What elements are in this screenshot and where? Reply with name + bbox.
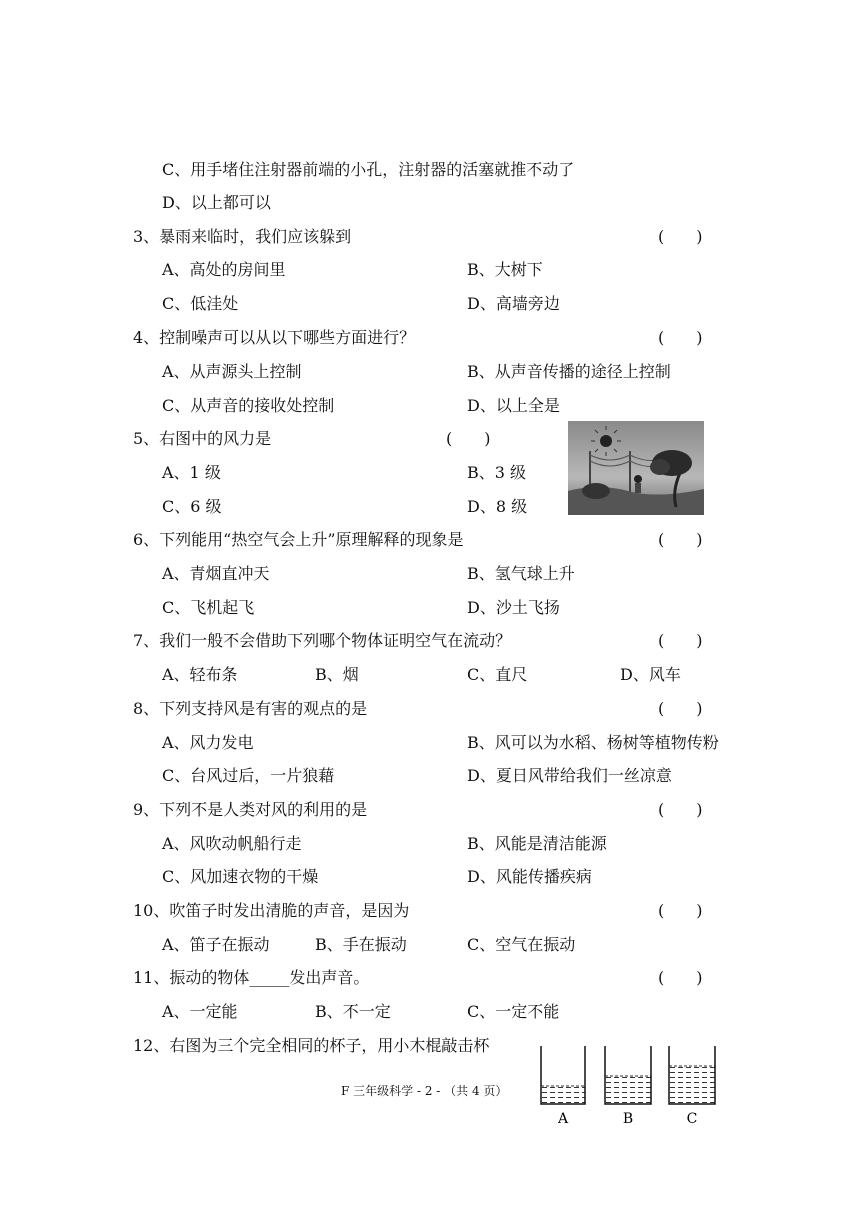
cup-b <box>605 1046 651 1104</box>
question-stem: 11、振动的物体_____发出声音。 <box>133 968 370 987</box>
cup-c <box>669 1046 715 1104</box>
question-stem: 5、右图中的风力是 <box>133 429 272 448</box>
cup-label-a: A <box>557 1111 569 1127</box>
option: D、夏日风带给我们一丝凉意 <box>467 766 672 785</box>
option: A、风力发电 <box>162 733 254 752</box>
question-stem: 8、下列支持风是有害的观点的是 <box>133 699 368 718</box>
option: D、高墙旁边 <box>467 294 560 313</box>
wind-scene-photo <box>568 421 704 515</box>
option: D、风车 <box>620 665 681 684</box>
answer-blank[interactable]: ( ) <box>658 901 703 920</box>
option: C、从声音的接收处控制 <box>162 396 335 415</box>
option: C、飞机起飞 <box>162 598 255 617</box>
option: C、低洼处 <box>162 294 239 313</box>
option: A、1 级 <box>162 463 221 482</box>
question-stem: 3、暴雨来临时，我们应该躲到 <box>133 227 352 246</box>
question-stem: 7、我们一般不会借助下列哪个物体证明空气在流动？ <box>133 631 512 650</box>
question-stem: 10、吹笛子时发出清脆的声音，是因为 <box>133 901 410 920</box>
question-stem: 4、控制噪声可以从以下哪些方面进行？ <box>133 328 416 347</box>
text-line: C、用手堵住注射器前端的小孔，注射器的活塞就推不动了 <box>162 160 575 179</box>
option: B、风可以为水稻、杨树等植物传粉 <box>467 733 719 752</box>
cup-label-c: C <box>686 1111 698 1127</box>
option: D、沙土飞扬 <box>467 598 560 617</box>
option: D、8 级 <box>467 497 528 516</box>
option: A、从声源头上控制 <box>162 362 302 381</box>
option: B、3 级 <box>467 463 527 482</box>
answer-blank[interactable]: ( ) <box>658 631 703 650</box>
option: A、风吹动帆船行走 <box>162 834 302 853</box>
answer-blank[interactable]: ( ) <box>658 530 703 549</box>
answer-blank[interactable]: ( ) <box>658 800 703 819</box>
option: C、风加速衣物的干燥 <box>162 867 319 886</box>
question-stem: 6、下列能用“热空气会上升”原理解释的现象是 <box>133 530 464 549</box>
answer-blank[interactable]: ( ) <box>658 328 703 347</box>
option: B、手在振动 <box>315 935 407 954</box>
option: B、风能是清洁能源 <box>467 834 607 853</box>
option: A、轻布条 <box>162 665 238 684</box>
option: D、以上全是 <box>467 396 560 415</box>
cup-a <box>541 1046 585 1104</box>
answer-blank[interactable]: ( ) <box>446 429 491 448</box>
option: A、高处的房间里 <box>162 260 286 279</box>
cup-label-b: B <box>622 1111 634 1127</box>
page-footer: F 三年级科学 - 2 - （共 4 页） <box>341 1084 508 1098</box>
option: B、不一定 <box>315 1002 391 1021</box>
question-stem: 9、下列不是人类对风的利用的是 <box>133 800 368 819</box>
option: C、6 级 <box>162 497 222 516</box>
option: A、青烟直冲天 <box>162 564 270 583</box>
option: C、台风过后，一片狼藉 <box>162 766 335 785</box>
option: D、风能传播疾病 <box>467 867 592 886</box>
option: C、空气在振动 <box>467 935 576 954</box>
answer-blank[interactable]: ( ) <box>658 699 703 718</box>
option: B、大树下 <box>467 260 543 279</box>
option: A、笛子在振动 <box>162 935 270 954</box>
answer-blank[interactable]: ( ) <box>658 968 703 987</box>
option: B、烟 <box>315 665 359 684</box>
text-line: D、以上都可以 <box>162 193 271 212</box>
option: B、氢气球上升 <box>467 564 575 583</box>
three-cups-figure <box>534 1040 730 1130</box>
option: B、从声音传播的途径上控制 <box>467 362 671 381</box>
answer-blank[interactable]: ( ) <box>658 227 703 246</box>
option: C、一定不能 <box>467 1002 560 1021</box>
question-stem: 12、右图为三个完全相同的杯子，用小木棍敲击杯 <box>133 1036 490 1055</box>
option: C、直尺 <box>467 665 528 684</box>
option: A、一定能 <box>162 1002 238 1021</box>
